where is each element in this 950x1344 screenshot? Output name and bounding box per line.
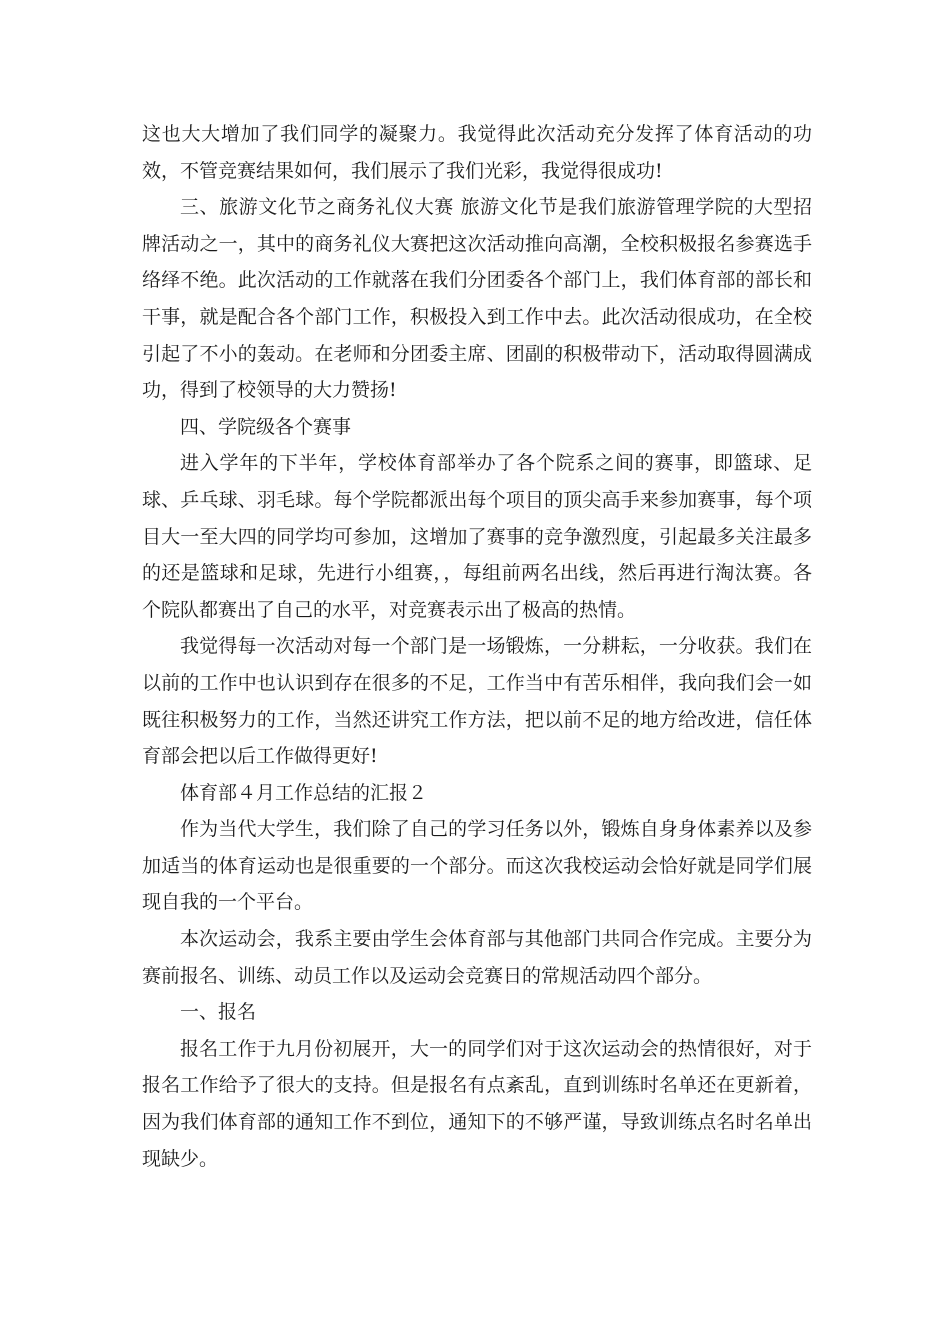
document-body: [142, 116, 812, 1177]
paragraph-reflection: 我觉得每一次活动对每一个部门是一场锻炼，一分耕耘，一分收获。我们在以前的工作中也认识到存在很多的不足，工作当中有苦乐相伴，我向我们会一如既往积极努力的工作，当然还讲究工作方法，把以前不足的地方给改进，信任体育部会把以后工作做得更好!: [142, 635, 812, 768]
heading-section-four: 四、学院级各个赛事: [180, 415, 352, 438]
paragraph-registration: 报名工作于九月份初展开，大一的同学们对于这次运动会的热情很好，对于报名工作给予了很大的支持。但是报名有点紊乱，直到训练时名单还在更新着，因为我们体育部的通知工作不到位，通知下的不够严谨，导致训练点名时名单出现缺少。: [142, 1037, 812, 1170]
report-title-2: 体育部４月工作总结的汇报２: [180, 781, 428, 804]
paragraph-intro: 作为当代大学生，我们除了自己的学习任务以外，锻炼自身身体素养以及参加适当的体育运动也是很重要的一个部分。而这次我校运动会恰好就是同学们展现自我的一个平台。: [142, 818, 812, 914]
paragraph-continuation: 这也大大增加了我们同学的凝聚力。我觉得此次活动充分发挥了体育活动的功效，不管竞赛结果如何，我们展示了我们光彩，我觉得很成功!: [142, 123, 812, 182]
paragraph-college-events: 进入学年的下半年，学校体育部举办了各个院系之间的赛事，即篮球、足球、乒乓球、羽毛球。每个学院都派出每个项目的顶尖高手来参加赛事，每个项目大一至大四的同学均可参加，这增加了赛事的竞争激烈度，引起最多关注最多的还是篮球和足球，先进行小组赛，，每组前两名出线，然后再进行淘汰赛。各个院队都赛出了自己的水平，对竞赛表示出了极高的热情。: [142, 452, 812, 621]
paragraph-section-three: 三、旅游文化节之商务礼仪大赛 旅游文化节是我们旅游管理学院的大型招牌活动之一，其中的商务礼仪大赛把这次活动推向高潮，全校积极报名参赛选手络绎不绝。此次活动的工作就落在我们分团委各个部门上，我们体育部的部长和干事，就是配合各个部门工作，积极投入到工作中去。此次活动很成功，在全校引起了不小的轰动。在老师和分团委主席、团副的积极带动下，活动取得圆满成功，得到了校领导的大力赞扬!: [142, 196, 812, 402]
heading-registration: 一、报名: [180, 1001, 257, 1024]
paragraph-sports-meeting: 本次运动会，我系主要由学生会体育部与其他部门共同合作完成。主要分为赛前报名、训练、动员工作以及运动会竞赛日的常规活动四个部分。: [142, 928, 812, 987]
